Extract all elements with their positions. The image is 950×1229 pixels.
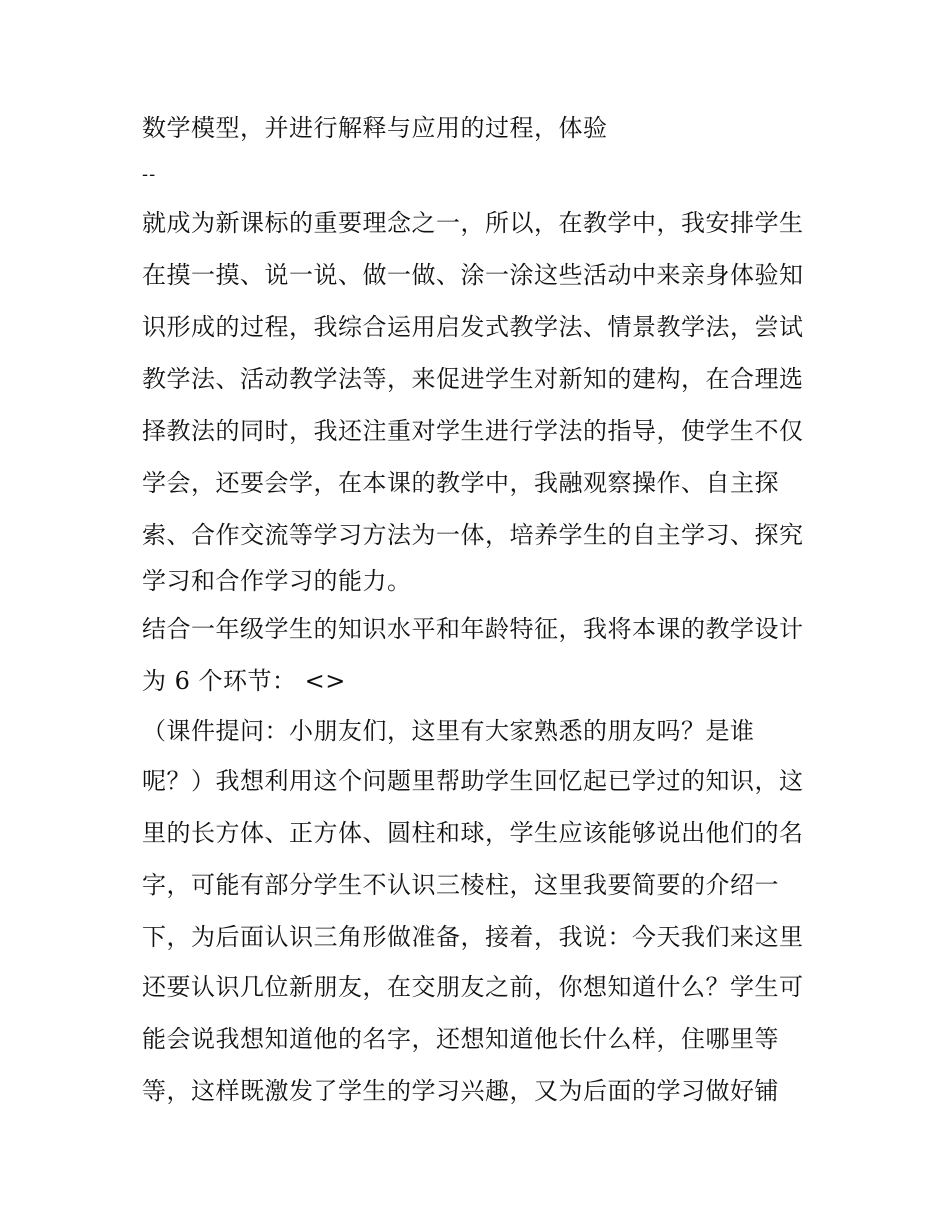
text-line: 识形成的过程，我综合运用启发式教学法、情景教学法，尝试 xyxy=(142,313,804,341)
text-line: 等，这样既激发了学生的学习兴趣，又为后面的学习做好铺 xyxy=(142,1077,779,1105)
text-line: 在摸一摸、说一说、做一做、涂一涂这些活动中来亲身体验知 xyxy=(142,261,804,289)
text-line: （课件提问：小朋友们，这里有大家熟悉的朋友吗？是谁 xyxy=(142,717,755,745)
text-line: 学会，还要会学，在本课的教学中，我融观察操作、自主探 xyxy=(142,469,779,497)
text-line: 索、合作交流等学习方法为一体，培养学生的自主学习、探究 xyxy=(142,521,804,549)
text-line: 呢？）我想利用这个问题里帮助学生回忆起已学过的知识，这 xyxy=(142,767,804,795)
text-line: 数学模型，并进行解释与应用的过程，体验 xyxy=(142,114,608,142)
text-line: 择教法的同时，我还注重对学生进行学法的指导，使学生不仅 xyxy=(142,417,804,445)
text-line: 下，为后面认识三角形做准备，接着，我说：今天我们来这里 xyxy=(142,923,804,951)
text-line: 学习和合作学习的能力。 xyxy=(142,567,412,595)
text-line: 为 6 个环节： <> xyxy=(142,667,346,695)
text-line: 还要认识几位新朋友，在交朋友之前，你想知道什么？学生可 xyxy=(142,973,804,1001)
text-line: 能会说我想知道他的名字，还想知道他长什么样，住哪里等 xyxy=(142,1025,779,1053)
text-line: 结合一年级学生的知识水平和年龄特征，我将本课的教学设计 xyxy=(142,615,804,643)
text-line: 字，可能有部分学生不认识三棱柱，这里我要简要的介绍一 xyxy=(142,871,779,899)
text-line: 里的长方体、正方体、圆柱和球，学生应该能够说出他们的名 xyxy=(142,819,804,847)
separator-dashes: -- xyxy=(142,164,157,185)
text-line: 就成为新课标的重要理念之一，所以，在教学中，我安排学生 xyxy=(142,209,804,237)
text-line: 教学法、活动教学法等，来促进学生对新知的建构，在合理选 xyxy=(142,365,804,393)
